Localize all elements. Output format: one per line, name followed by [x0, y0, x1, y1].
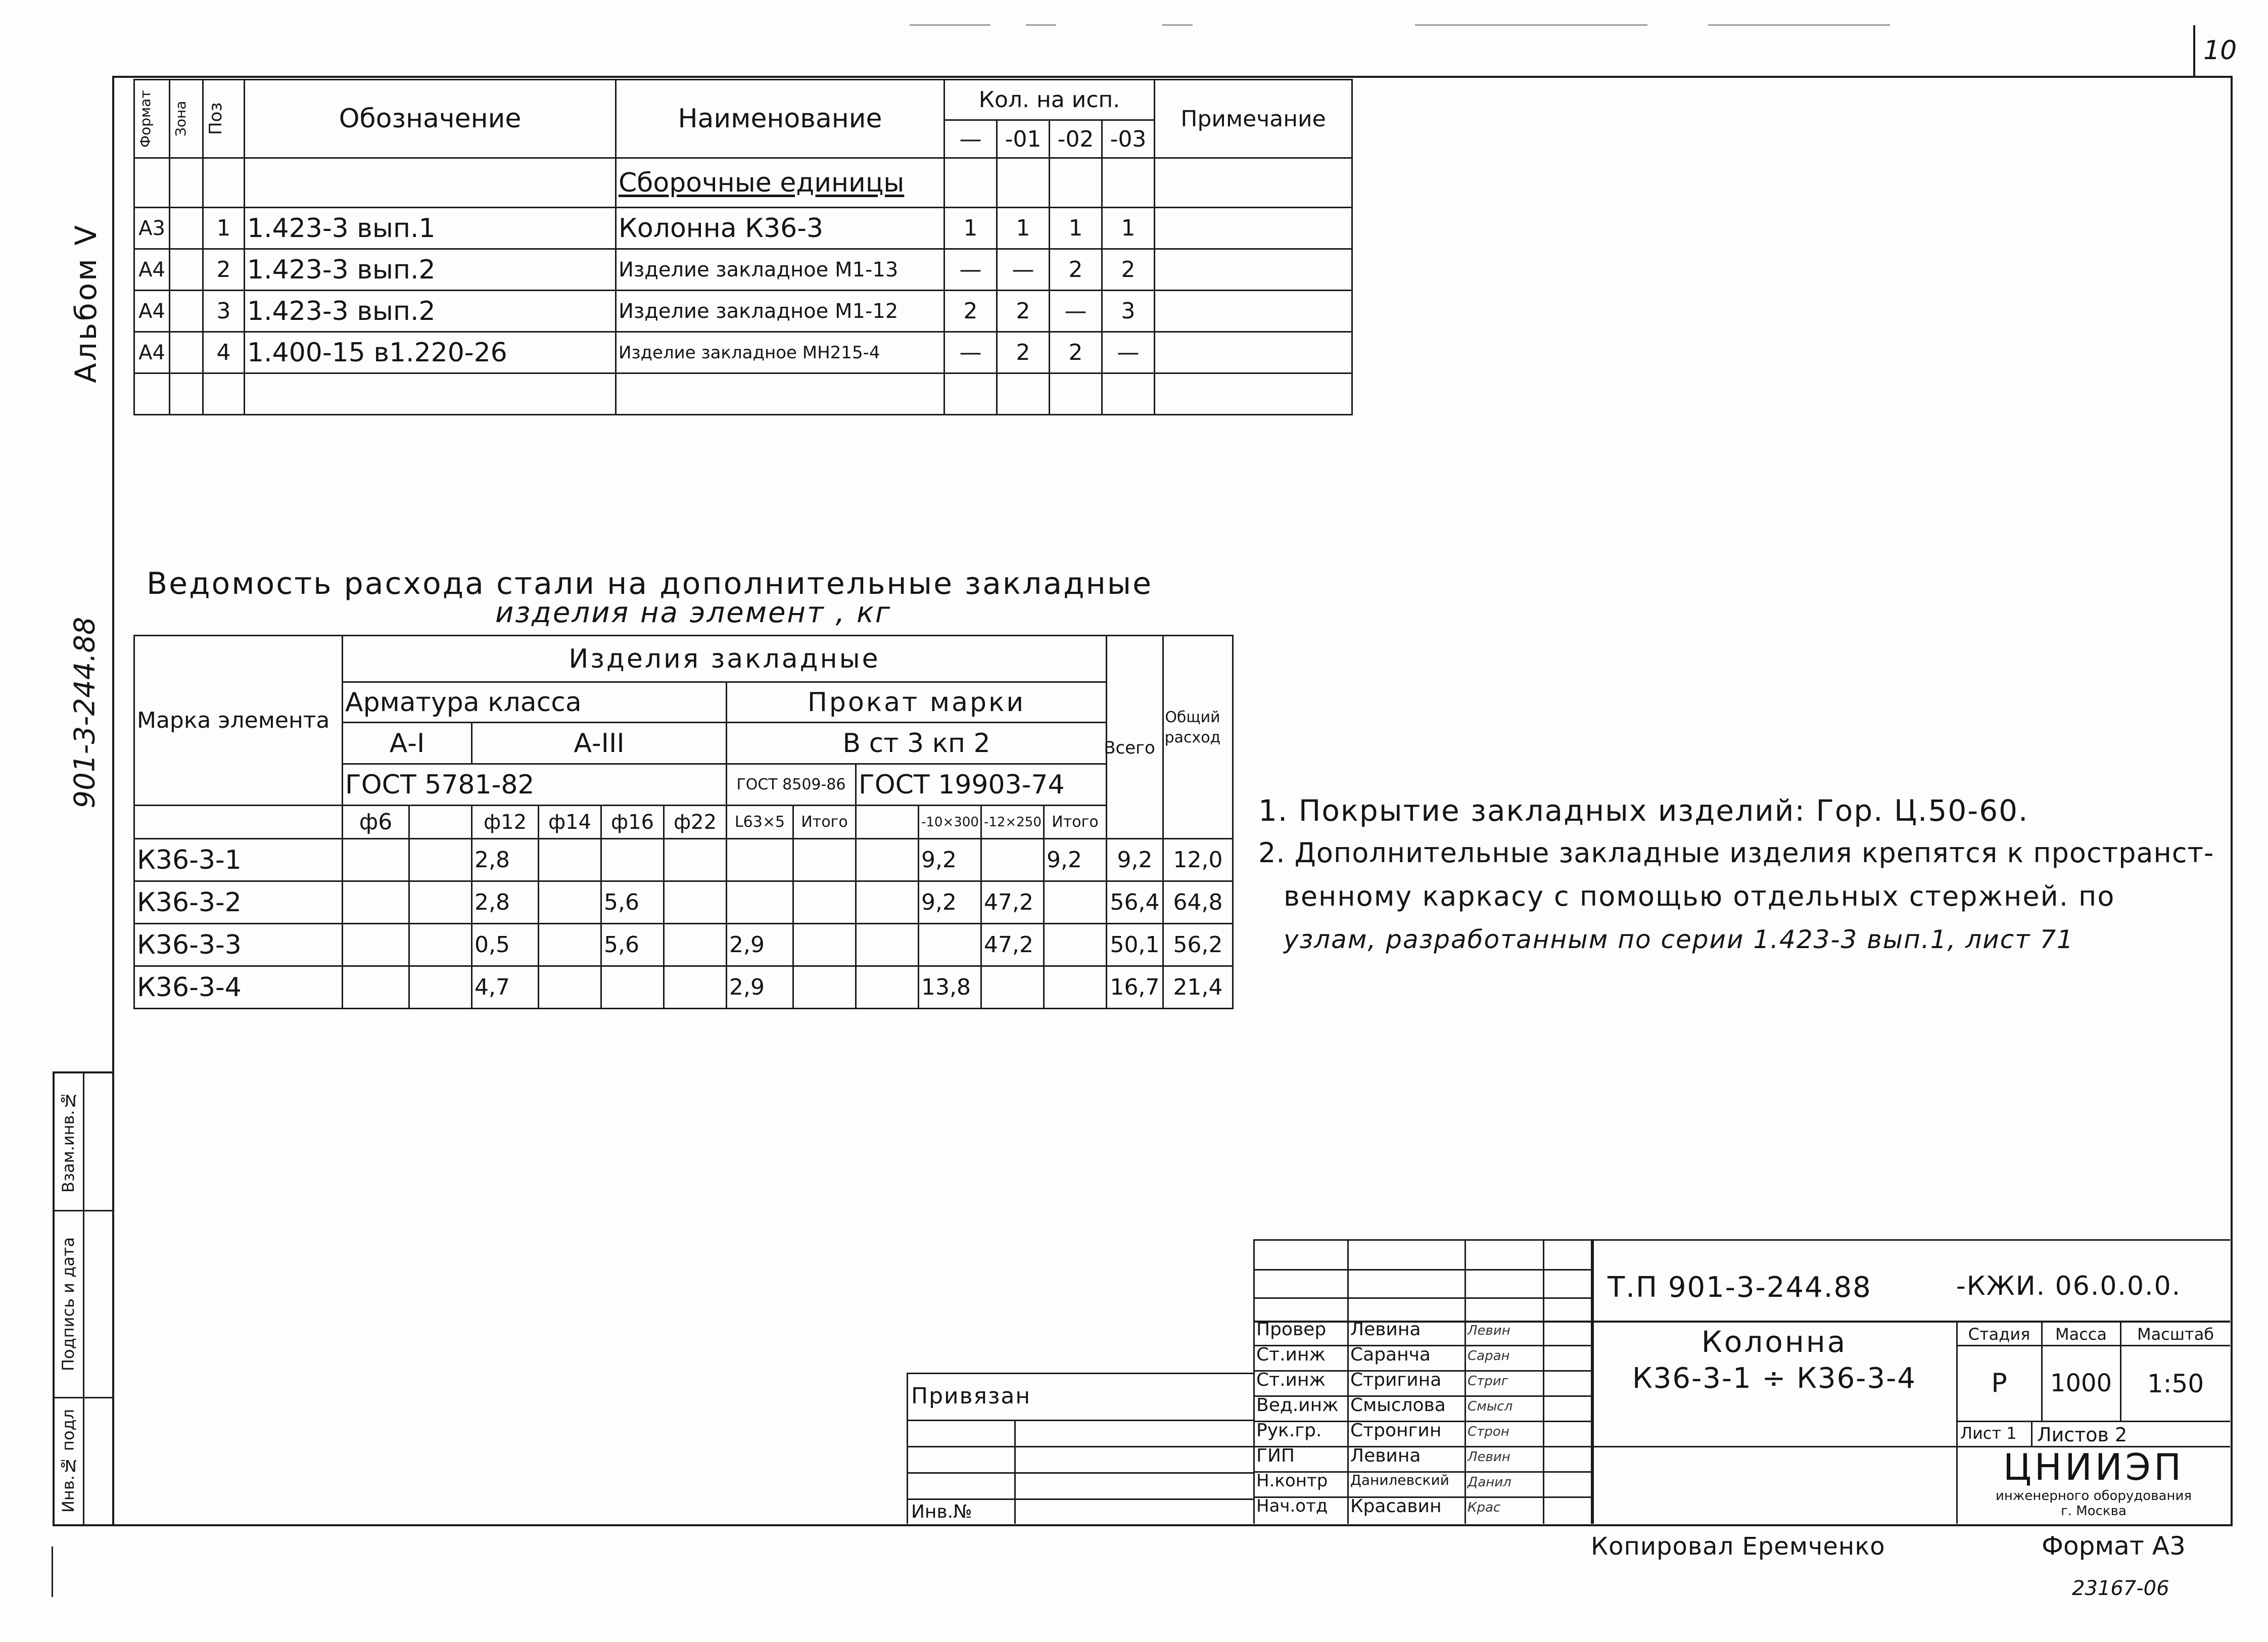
doc-code: Т.П 901-3-244.88 [1608, 1271, 1872, 1304]
qty-col-header: — [944, 120, 997, 158]
top-dash [910, 24, 990, 26]
signature: Левин [1468, 1449, 1510, 1465]
col-name-header: Наименование [616, 80, 944, 158]
signature: Крас [1468, 1500, 1501, 1515]
steel-consumption-table: Марка элемента Изделия закладные Арматура класса Прокат марки А-I А-III В ст 3 кп 2 ГОСТ 5781-82 ГОСТ 8509-86 ГОСТ 19903-74 ф6 ф12 ф14 ф16 ф22 L63×5 Итого -10×300 -12×250 Итого К36-3-1 2,8 9,2 9,2 9,2 12,0 К36-3-2 2,8 5,6 9,2 47,2 56,4 64,8 К36-3-3 0,5 5,6 2,9 47,2 50,1 56,2 К36-3-4 4,7 2,9 13,8 16,7 21,4 [133, 635, 1234, 1009]
a1-header: А-I [343, 723, 472, 764]
table-row: К36-3-4 4,7 2,9 13,8 16,7 21,4 [134, 966, 1233, 1009]
table-row: К36-3-2 2,8 5,6 9,2 47,2 56,4 64,8 [134, 881, 1233, 924]
mass-value: 1000 [2050, 1369, 2112, 1397]
doc-suffix: -КЖИ. 06.0.0.0. [1956, 1271, 2182, 1301]
title-main-block [1591, 1239, 2230, 1524]
signature: Саран [1468, 1348, 1510, 1364]
gost-rebar-header: ГОСТ 5781-82 [343, 764, 727, 806]
col-format-header: Формат [134, 80, 170, 158]
qty-col-header: -01 [997, 120, 1050, 158]
col-zone-header: Зона [170, 80, 203, 158]
rolled-grade-header: Прокат марки [727, 682, 1107, 723]
gost-19903-header: ГОСТ 19903-74 [856, 764, 1107, 806]
signature: Данил [1468, 1475, 1511, 1490]
order-number: 23167-06 [2072, 1577, 2169, 1600]
section-title: Сборочные единицы [616, 158, 944, 208]
vst-header: В ст 3 кп 2 [727, 723, 1107, 764]
drawing-title: Колонна [1701, 1325, 1848, 1359]
tied-label: Привязан [911, 1383, 1031, 1409]
stage-value: Р [1991, 1368, 2007, 1398]
rebar-class-header: Арматура класса [343, 682, 727, 723]
org-subtitle: инженерного оборудования [1996, 1488, 2192, 1504]
embedded-header: Изделия закладные [343, 636, 1107, 682]
table-row: A4 4 1.400-15 в1.220-26 Изделие закладное МН215-4 — 2 2 — [134, 332, 1352, 373]
note-1: 1. Покрытие закладных изделий: Гор. Ц.50-60. [1258, 793, 2029, 828]
copied-by: Копировал Еремченко [1591, 1532, 1885, 1561]
margin-tick [52, 1546, 53, 1597]
note-2-line-2: венному каркасу с помощью отдельных стержней. по [1284, 880, 2115, 912]
signature: Смысл [1468, 1399, 1513, 1414]
table-row: К36-3-3 0,5 5,6 2,9 47,2 50,1 56,2 [134, 924, 1233, 966]
tied-block [907, 1373, 1255, 1524]
replaces-inv-label: Взам.инв.№ [59, 1091, 78, 1193]
note-2-line-3: узлам, разработанным по серии 1.423-3 вып.1, лист 71 [1284, 925, 2074, 954]
inv-label: Инв.№ [911, 1502, 972, 1522]
col-qty-header: Кол. на исп. [944, 80, 1155, 120]
steel-table-subtitle: изделия на элемент , кг [495, 596, 892, 629]
sheet-number: 10 [2203, 35, 2237, 66]
col-pos-header: Поз [203, 80, 245, 158]
gost-8509-header: ГОСТ 8509-86 [727, 764, 856, 806]
sheet-label: Лист 1 [1960, 1424, 2017, 1443]
total-header: Всего [1104, 738, 1155, 758]
qty-col-header: -03 [1102, 120, 1155, 158]
col-designation-header: Обозначение [245, 80, 616, 158]
table-row: A3 1 1.423-3 вып.1 Колонна К36-3 1 1 1 1 [134, 208, 1352, 249]
album-label: Альбом V [69, 223, 103, 384]
element-mark-header: Марка элемента [134, 636, 343, 806]
col-note-header: Примечание [1155, 80, 1352, 158]
specification-table [133, 79, 1353, 415]
scale-label: Масштаб [2137, 1325, 2214, 1344]
a3-header: А-III [472, 723, 727, 764]
inv-original-label: Инв.№ подл [59, 1409, 78, 1513]
top-dash [1026, 24, 1056, 26]
overall-header: Общий расход [1164, 709, 1221, 746]
top-dash [1708, 24, 1890, 26]
drawing-subtitle: К36-3-1 ÷ К36-3-4 [1632, 1362, 1916, 1395]
table-row-empty [134, 373, 1352, 415]
scale-value: 1:50 [2147, 1369, 2204, 1398]
org-city: г. Москва [2061, 1504, 2127, 1519]
signature: Левин [1468, 1323, 1510, 1338]
top-dash [1162, 24, 1193, 26]
format-label: Формат А3 [2042, 1531, 2186, 1561]
note-2-line-1: 2. Дополнительные закладные изделия крепятся к пространст- [1258, 837, 2214, 869]
sheet-number-divider [2193, 25, 2195, 78]
table-row: A4 3 1.423-3 вып.2 Изделие закладное М1-12 2 2 — 3 [134, 291, 1352, 332]
org-name: ЦНИИЭП [2003, 1446, 2185, 1488]
side-stamp [53, 1071, 114, 1526]
qty-col-header: -02 [1050, 120, 1102, 158]
top-dash [1415, 24, 1647, 26]
stage-label: Стадия [1968, 1325, 2030, 1344]
signature: Строн [1468, 1424, 1509, 1439]
sheets-label: Листов 2 [2037, 1424, 2128, 1446]
mass-label: Масса [2055, 1325, 2107, 1344]
signature: Стриг [1468, 1374, 1508, 1389]
signature-date-label: Подпись и дата [59, 1237, 78, 1371]
table-row: A4 2 1.423-3 вып.2 Изделие закладное М1-13 — — 2 2 [134, 249, 1352, 291]
steel-table-title: Ведомость расхода стали на дополнительные закладные [147, 566, 1153, 601]
table-row: К36-3-1 2,8 9,2 9,2 9,2 12,0 [134, 839, 1233, 881]
series-label: 901-3-244.88 [68, 617, 102, 809]
